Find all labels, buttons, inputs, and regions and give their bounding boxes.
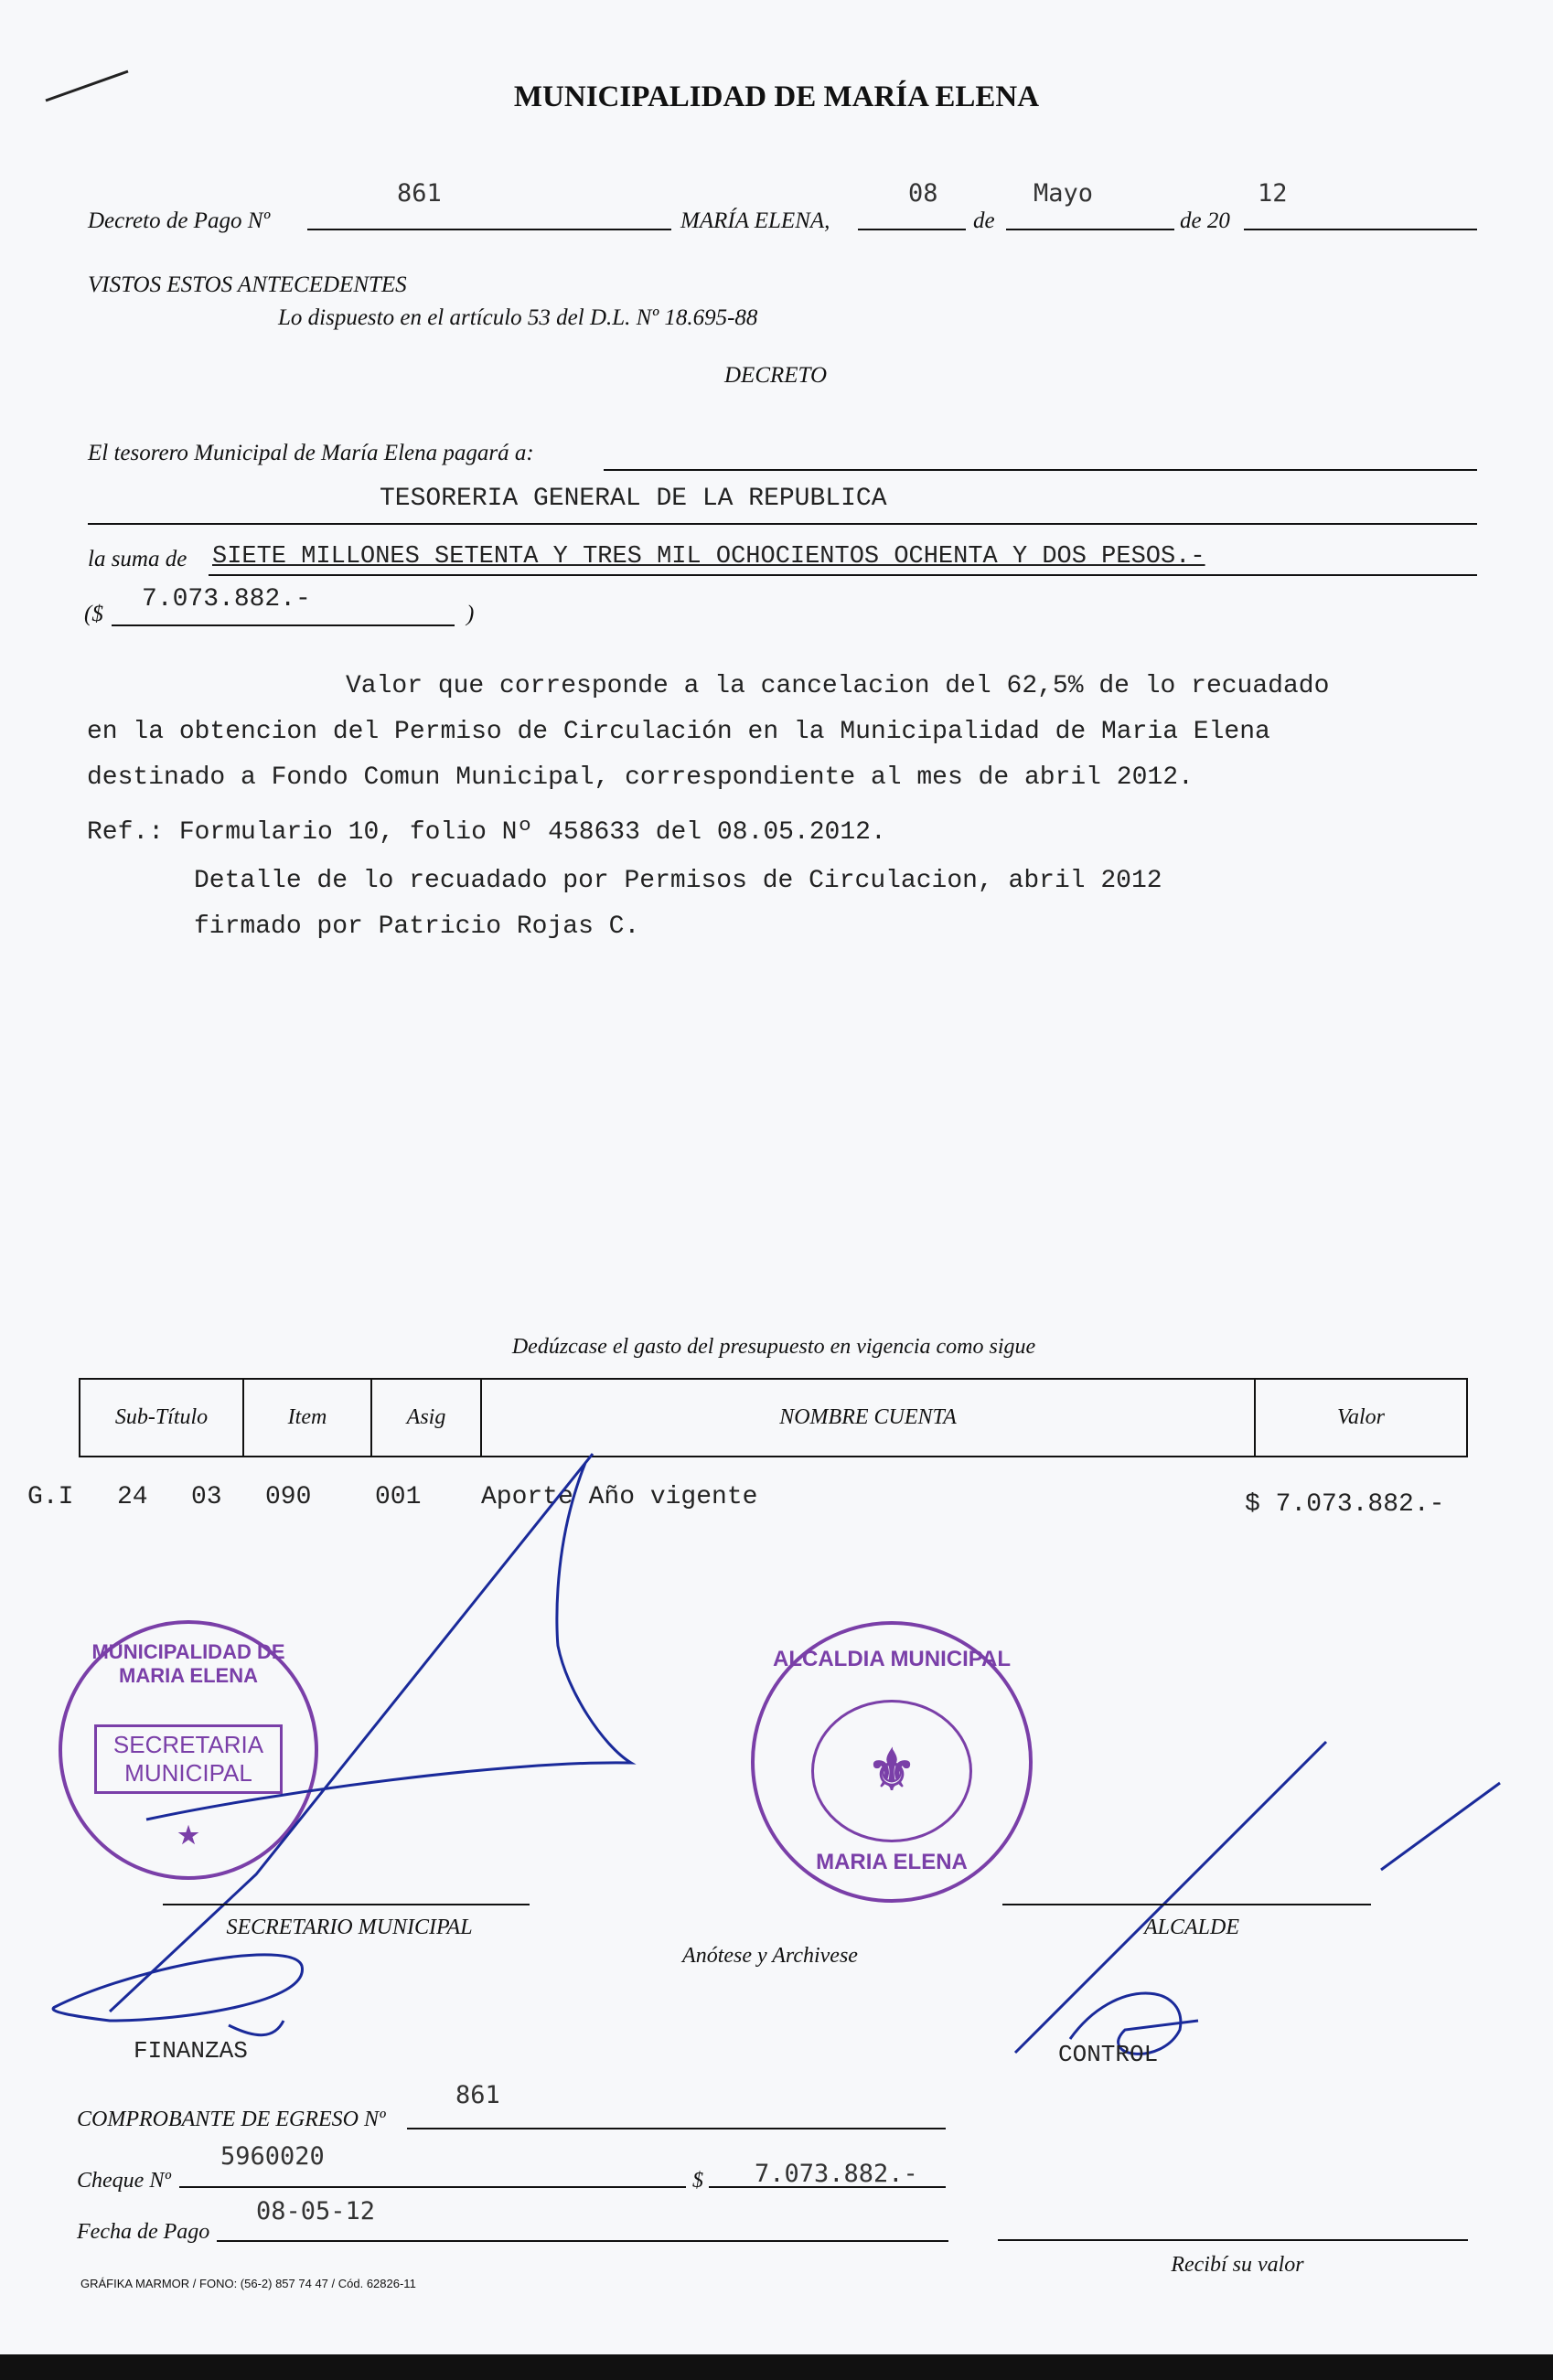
cheque-amount: 7.073.882.- [755, 2160, 918, 2188]
stamp-ring-text: MUNICIPALIDAD DE MARIA ELENA [91, 1640, 285, 1687]
place-label: MARÍA ELENA, [680, 208, 830, 233]
fecha-value: 08-05-12 [256, 2197, 376, 2225]
ref-line: Detalle de lo recuadado por Permisos de Circulacion, abril 2012 [194, 867, 1162, 895]
anotese-label: Anótese y Archivese [682, 1944, 858, 1968]
stamp-center-text: MUNICIPAL [124, 1759, 252, 1787]
vistos-text: Lo dispuesto en el artículo 53 del D.L. Nº 18.695-88 [278, 305, 758, 330]
header-valor: Valor [1255, 1379, 1467, 1457]
decree-month: Mayo [1034, 179, 1094, 208]
payee-label: El tesorero Municipal de María Elena pagará a: [88, 441, 534, 465]
header-asig: Asig [371, 1379, 481, 1457]
stamp-ring-text: ALCALDIA MUNICIPAL [773, 1647, 1011, 1671]
row-sub: 001 [375, 1483, 422, 1511]
finanzas-label: FINANZAS [134, 2037, 248, 2065]
comprobante-label: COMPROBANTE DE EGRESO Nº [77, 2108, 386, 2131]
payee-value: TESORERIA GENERAL DE LA REPUBLICA [380, 485, 887, 513]
header-nombre-cuenta: NOMBRE CUENTA [481, 1379, 1255, 1457]
body-line: en la obtencion del Permiso de Circulación en la Municipalidad de Maria Elena [87, 718, 1270, 746]
decree-number-label: Decreto de Pago Nº [88, 208, 271, 233]
decree-year: 12 [1258, 179, 1288, 208]
coat-of-arms-icon: ⚜ [811, 1700, 972, 1842]
header-subtitulo: Sub-Título [80, 1379, 243, 1457]
sum-amount: 7.073.882.- [142, 585, 311, 614]
control-label: CONTROL [1058, 2041, 1159, 2068]
stamp-center-text: SECRETARIA [112, 1731, 264, 1758]
de-20-label: de 20 [1180, 208, 1230, 233]
decreto-heading: DECRETO [724, 363, 828, 388]
secretario-label: SECRETARIO MUNICIPAL [226, 1916, 473, 1939]
decree-day: 08 [908, 179, 938, 208]
body-line: Valor que corresponde a la cancelacion del 62,5% de lo recuadado [346, 672, 1330, 700]
stamp-ring-text: MARIA ELENA [816, 1850, 968, 1874]
cheque-label: Cheque Nº [77, 2169, 171, 2193]
ref-line: Ref.: Formulario 10, folio Nº 458633 del 08.05.2012. [87, 818, 886, 847]
decree-number: 861 [397, 179, 442, 208]
de-label: de [973, 208, 995, 233]
sum-label: la suma de [88, 547, 187, 571]
comprobante-number: 861 [455, 2081, 500, 2109]
sum-words: SIETE MILLONES SETENTA Y TRES MIL OCHOCIENTOS OCHENTA Y DOS PESOS.- [212, 543, 1205, 571]
row-valor: $ 7.073.882.- [1245, 1490, 1445, 1519]
secretaria-stamp: MUNICIPALIDAD DE MARIA ELENA SECRETARIA MUNICIPAL ★ [59, 1620, 318, 1880]
printer-footer: GRÁFIKA MARMOR / FONO: (56-2) 857 74 47 / Cód. 62826-11 [80, 2277, 416, 2290]
document-title: MUNICIPALIDAD DE MARÍA ELENA [513, 80, 1040, 113]
fecha-label: Fecha de Pago [77, 2220, 210, 2244]
body-line: destinado a Fondo Comun Municipal, correspondiente al mes de abril 2012. [87, 763, 1194, 792]
amount-close: ) [466, 602, 475, 626]
alcalde-label: ALCALDE [1143, 1916, 1239, 1939]
dollar-sign: $ [692, 2169, 703, 2193]
amount-open: ($ [84, 602, 103, 626]
row-subtitulo: 24 [117, 1483, 148, 1511]
row-item: 03 [191, 1483, 222, 1511]
header-item: Item [243, 1379, 371, 1457]
budget-caption: Dedúzcase el gasto del presupuesto en vigencia como sigue [511, 1335, 1036, 1359]
ref-line: firmado por Patricio Rojas C. [194, 913, 640, 941]
cheque-number: 5960020 [220, 2142, 325, 2171]
vistos-heading: VISTOS ESTOS ANTECEDENTES [88, 272, 407, 297]
recibi-label: Recibí su valor [1171, 2253, 1304, 2277]
row-code: G.I [27, 1483, 74, 1511]
row-cuenta: Aporte Año vigente [481, 1483, 758, 1511]
row-asig: 090 [265, 1483, 312, 1511]
